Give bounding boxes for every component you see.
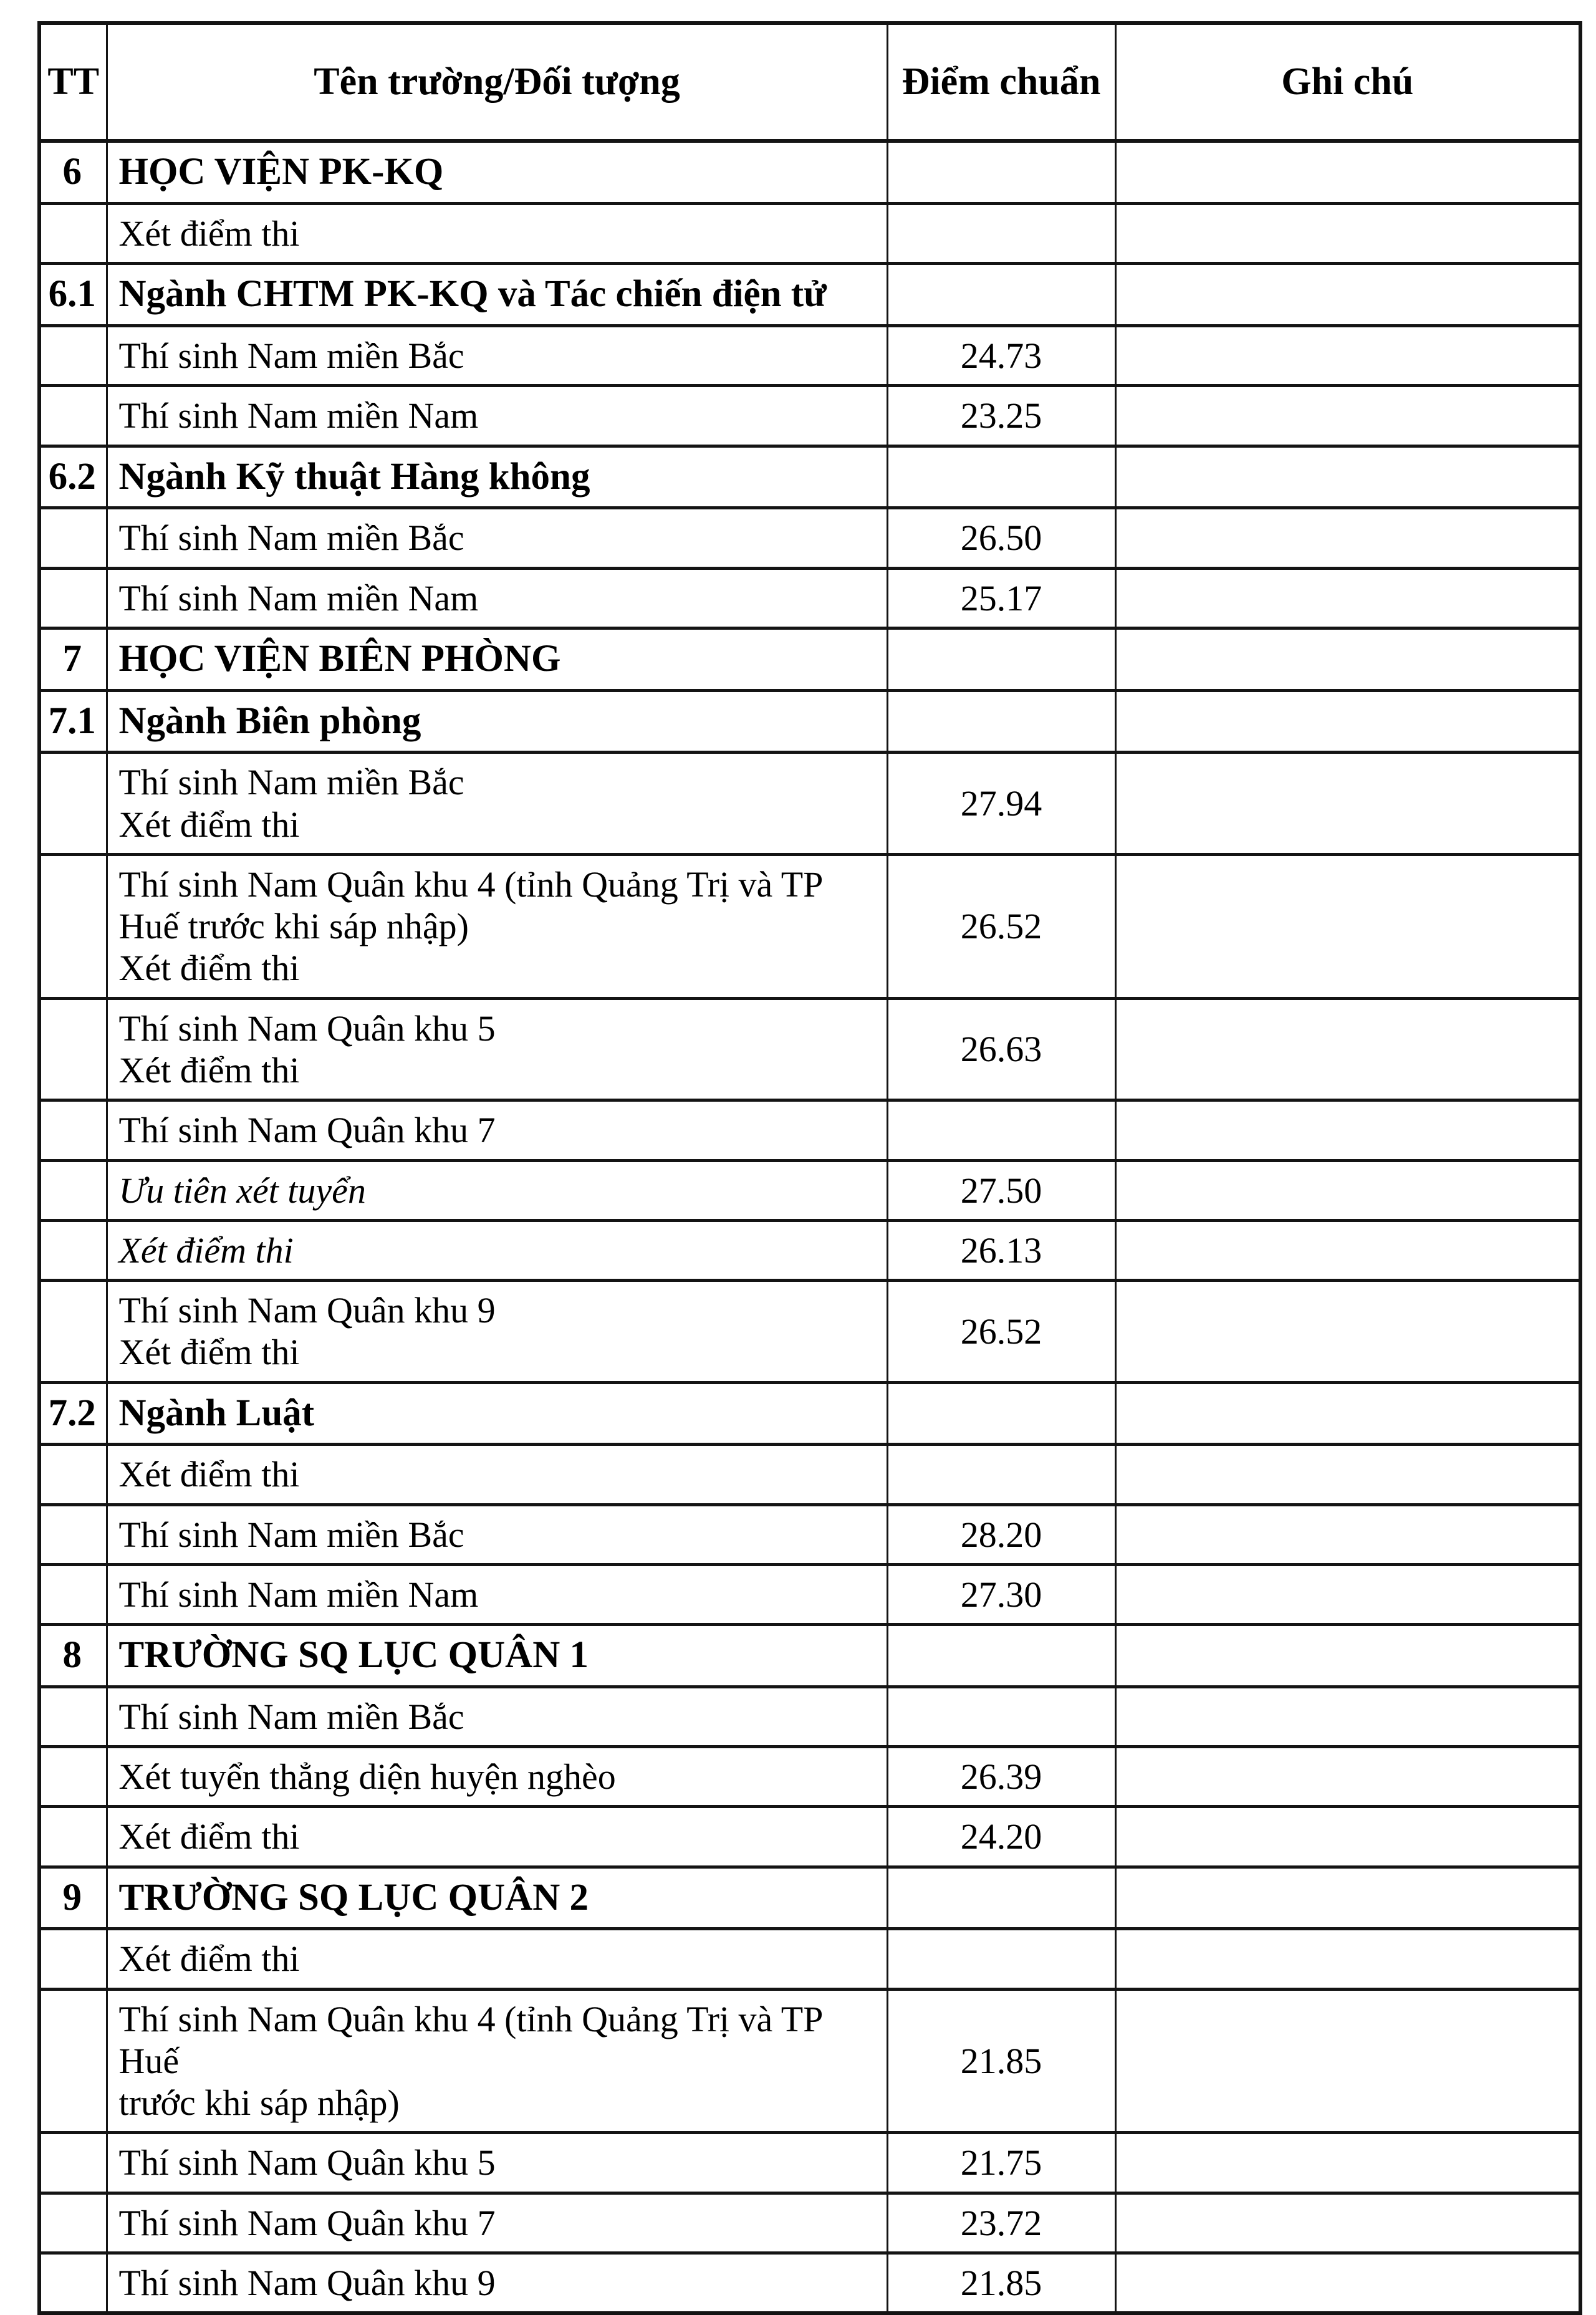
row-score-cell: 26.50 xyxy=(887,508,1115,568)
name-line: Thí sinh Nam Quân khu 9 xyxy=(118,1290,496,1331)
row-note-cell xyxy=(1115,2193,1580,2253)
row-score-cell: 27.30 xyxy=(887,1564,1115,1624)
name-line: Xét điểm thi xyxy=(118,1230,294,1271)
name-line: Thí sinh Nam miền Bắc xyxy=(118,1696,464,1737)
name-line: Thí sinh Nam miền Nam xyxy=(118,1574,479,1615)
name-line: HỌC VIỆN BIÊN PHÒNG xyxy=(118,637,561,680)
row-number-cell xyxy=(39,2253,107,2314)
row-note-cell xyxy=(1115,998,1580,1100)
row-name-cell xyxy=(107,2253,887,2314)
row-number-cell xyxy=(39,1807,107,1867)
row-name-cell xyxy=(107,854,887,998)
table-row xyxy=(39,1625,1580,1687)
row-number-cell: 7.1 xyxy=(39,690,107,753)
table-row xyxy=(39,1445,1580,1504)
row-number-cell xyxy=(39,2133,107,2193)
row-number-cell xyxy=(39,1747,107,1807)
row-number-cell xyxy=(39,508,107,568)
row-name-cell xyxy=(107,1281,887,1383)
row-score-cell xyxy=(887,141,1115,203)
row-score-cell xyxy=(887,1867,1115,1929)
row-name-cell xyxy=(107,1989,887,2133)
table-row xyxy=(39,1867,1580,1929)
row-number-cell: 6.2 xyxy=(39,446,107,508)
admission-scores-table xyxy=(37,21,1582,2315)
table-row xyxy=(39,1929,1580,1989)
name-line: Thí sinh Nam Quân khu 4 (tỉnh Quảng Trị và TP Huế xyxy=(118,1998,822,2081)
row-score-cell: 26.52 xyxy=(887,1281,1115,1383)
row-note-cell xyxy=(1115,386,1580,446)
row-name-cell xyxy=(107,998,887,1100)
row-number-cell xyxy=(39,386,107,446)
row-score-cell: 28.20 xyxy=(887,1504,1115,1564)
name-line: HỌC VIỆN PK-KQ xyxy=(118,151,444,193)
row-note-cell xyxy=(1115,1160,1580,1220)
row-score-cell xyxy=(887,1625,1115,1687)
row-name-cell xyxy=(107,386,887,446)
row-name-cell xyxy=(107,628,887,690)
table-row xyxy=(39,1747,1580,1807)
row-score-cell: 23.25 xyxy=(887,386,1115,446)
table-row xyxy=(39,204,1580,264)
row-score-cell: 21.85 xyxy=(887,1989,1115,2133)
header-cell-tt: TT xyxy=(39,23,107,141)
row-number-cell xyxy=(39,2193,107,2253)
name-line: Thí sinh Nam miền Bắc xyxy=(118,517,464,559)
name-line: Thí sinh Nam Quân khu 5 xyxy=(118,2142,496,2183)
table-row xyxy=(39,628,1580,690)
row-number-cell: 6.1 xyxy=(39,264,107,326)
row-note-cell xyxy=(1115,1747,1580,1807)
table-row xyxy=(39,141,1580,203)
row-number-cell xyxy=(39,854,107,998)
table-row xyxy=(39,998,1580,1100)
name-line: Xét điểm thi xyxy=(118,1454,300,1495)
table-row xyxy=(39,446,1580,508)
row-name-cell xyxy=(107,141,887,203)
row-name-cell xyxy=(107,508,887,568)
name-line: trước khi sáp nhập) xyxy=(118,2082,400,2124)
table-row xyxy=(39,264,1580,326)
row-note-cell xyxy=(1115,141,1580,203)
table-row xyxy=(39,508,1580,568)
row-note-cell xyxy=(1115,2253,1580,2314)
row-note-cell xyxy=(1115,1929,1580,1989)
row-score-cell: 27.50 xyxy=(887,1160,1115,1220)
row-score-cell xyxy=(887,1445,1115,1504)
row-name-cell xyxy=(107,204,887,264)
row-number-cell xyxy=(39,568,107,628)
row-note-cell xyxy=(1115,1504,1580,1564)
row-note-cell xyxy=(1115,1281,1580,1383)
table-row xyxy=(39,690,1580,753)
row-note-cell xyxy=(1115,854,1580,998)
row-number-cell xyxy=(39,753,107,855)
row-score-cell: 23.72 xyxy=(887,2193,1115,2253)
row-name-cell xyxy=(107,568,887,628)
name-line: Thí sinh Nam miền Bắc xyxy=(118,1514,464,1555)
name-line: Xét tuyển thẳng diện huyện nghèo xyxy=(118,1756,616,1798)
row-number-cell xyxy=(39,1929,107,1989)
row-number-cell: 9 xyxy=(39,1867,107,1929)
table-row xyxy=(39,1100,1580,1160)
name-line: Thí sinh Nam Quân khu 4 (tỉnh Quảng Trị và TP xyxy=(118,864,824,905)
table-row xyxy=(39,1807,1580,1867)
name-line: Thí sinh Nam miền Nam xyxy=(118,577,479,618)
row-name-cell xyxy=(107,753,887,855)
name-line: Xét điểm thi xyxy=(118,213,300,254)
table-row xyxy=(39,2133,1580,2193)
row-name-cell xyxy=(107,1625,887,1687)
header-row xyxy=(39,23,1580,141)
name-line: Thí sinh Nam Quân khu 7 xyxy=(118,1110,496,1151)
row-name-cell xyxy=(107,1445,887,1504)
name-line: Ngành Kỹ thuật Hàng không xyxy=(118,455,590,498)
row-note-cell xyxy=(1115,753,1580,855)
name-line: Ngành CHTM PK-KQ và Tác chiến điện tử xyxy=(118,273,827,315)
row-note-cell xyxy=(1115,2133,1580,2193)
row-number-cell xyxy=(39,1220,107,1280)
table-row xyxy=(39,1504,1580,1564)
name-line: Xét điểm thi xyxy=(118,1816,300,1857)
row-note-cell xyxy=(1115,568,1580,628)
name-line: Thí sinh Nam miền Bắc xyxy=(118,762,464,803)
row-note-cell xyxy=(1115,204,1580,264)
name-line: Thí sinh Nam miền Bắc xyxy=(118,335,464,377)
row-number-cell xyxy=(39,998,107,1100)
row-note-cell xyxy=(1115,690,1580,753)
row-name-cell xyxy=(107,1564,887,1624)
table-row xyxy=(39,326,1580,386)
name-line: TRƯỜNG SQ LỤC QUÂN 2 xyxy=(118,1876,589,1918)
row-name-cell xyxy=(107,1504,887,1564)
row-name-cell xyxy=(107,1807,887,1867)
row-note-cell xyxy=(1115,326,1580,386)
table-row xyxy=(39,1564,1580,1624)
row-number-cell xyxy=(39,1989,107,2133)
row-number-cell xyxy=(39,1160,107,1220)
name-line: Thí sinh Nam Quân khu 9 xyxy=(118,2263,496,2303)
row-score-cell: 21.75 xyxy=(887,2133,1115,2193)
row-note-cell xyxy=(1115,1220,1580,1280)
row-number-cell: 6 xyxy=(39,141,107,203)
row-number-cell: 8 xyxy=(39,1625,107,1687)
row-note-cell xyxy=(1115,1867,1580,1929)
row-name-cell xyxy=(107,326,887,386)
table-row xyxy=(39,2253,1580,2314)
row-note-cell xyxy=(1115,1382,1580,1445)
row-name-cell xyxy=(107,1929,887,1989)
row-note-cell xyxy=(1115,1625,1580,1687)
table-row xyxy=(39,1687,1580,1746)
row-name-cell xyxy=(107,1747,887,1807)
name-line: Thí sinh Nam miền Nam xyxy=(118,395,479,436)
row-score-cell xyxy=(887,1100,1115,1160)
name-line: Xét điểm thi xyxy=(118,804,300,845)
row-score-cell: 24.73 xyxy=(887,326,1115,386)
header-cell-name: Tên trường/Đối tượng xyxy=(107,23,887,141)
table-row xyxy=(39,753,1580,855)
row-note-cell xyxy=(1115,446,1580,508)
name-line: Ngành Biên phòng xyxy=(118,700,421,742)
row-score-cell xyxy=(887,628,1115,690)
row-score-cell xyxy=(887,1382,1115,1445)
row-number-cell xyxy=(39,1445,107,1504)
row-score-cell: 26.63 xyxy=(887,998,1115,1100)
row-note-cell xyxy=(1115,1989,1580,2133)
name-line: Xét điểm thi xyxy=(118,948,300,989)
table-row xyxy=(39,1160,1580,1220)
row-note-cell xyxy=(1115,1687,1580,1746)
row-score-cell xyxy=(887,264,1115,326)
row-name-cell xyxy=(107,1867,887,1929)
row-number-cell xyxy=(39,1504,107,1564)
row-number-cell xyxy=(39,1564,107,1624)
table-row xyxy=(39,1281,1580,1383)
row-name-cell xyxy=(107,1160,887,1220)
name-line: Xét điểm thi xyxy=(118,1938,300,1980)
row-score-cell: 25.17 xyxy=(887,568,1115,628)
row-name-cell xyxy=(107,2133,887,2193)
row-score-cell xyxy=(887,1687,1115,1746)
row-note-cell xyxy=(1115,1564,1580,1624)
header-cell-note: Ghi chú xyxy=(1115,23,1580,141)
table-row xyxy=(39,1382,1580,1445)
table-row xyxy=(39,1989,1580,2133)
row-score-cell xyxy=(887,1929,1115,1989)
name-line: Huế trước khi sáp nhập) xyxy=(118,906,469,947)
row-score-cell xyxy=(887,446,1115,508)
name-line: TRƯỜNG SQ LỤC QUÂN 1 xyxy=(118,1634,589,1677)
row-name-cell xyxy=(107,1382,887,1445)
table-body xyxy=(39,141,1580,2313)
name-line: Thí sinh Nam Quân khu 7 xyxy=(118,2202,496,2243)
row-name-cell xyxy=(107,1220,887,1280)
row-score-cell: 26.52 xyxy=(887,854,1115,998)
name-line: Ngành Luật xyxy=(118,1392,315,1434)
row-name-cell xyxy=(107,690,887,753)
row-name-cell xyxy=(107,2193,887,2253)
row-number-cell xyxy=(39,1687,107,1746)
row-score-cell: 24.20 xyxy=(887,1807,1115,1867)
table-row xyxy=(39,1220,1580,1280)
row-note-cell xyxy=(1115,1100,1580,1160)
name-line: Xét điểm thi xyxy=(118,1049,300,1090)
table-row xyxy=(39,386,1580,446)
row-number-cell: 7 xyxy=(39,628,107,690)
name-line: Ưu tiên xét tuyển xyxy=(118,1170,366,1211)
row-number-cell: 7.2 xyxy=(39,1382,107,1445)
row-note-cell xyxy=(1115,264,1580,326)
row-name-cell xyxy=(107,264,887,326)
row-note-cell xyxy=(1115,508,1580,568)
row-score-cell: 26.13 xyxy=(887,1220,1115,1280)
row-number-cell xyxy=(39,204,107,264)
row-note-cell xyxy=(1115,1807,1580,1867)
table-row xyxy=(39,854,1580,998)
row-number-cell xyxy=(39,326,107,386)
row-score-cell: 26.39 xyxy=(887,1747,1115,1807)
row-note-cell xyxy=(1115,1445,1580,1504)
row-number-cell xyxy=(39,1281,107,1383)
header-cell-score: Điểm chuẩn xyxy=(887,23,1115,141)
row-score-cell: 27.94 xyxy=(887,753,1115,855)
name-line: Thí sinh Nam Quân khu 5 xyxy=(118,1008,496,1049)
row-name-cell xyxy=(107,1100,887,1160)
row-score-cell xyxy=(887,204,1115,264)
row-name-cell xyxy=(107,1687,887,1746)
row-score-cell xyxy=(887,690,1115,753)
row-score-cell: 21.85 xyxy=(887,2253,1115,2314)
table-header xyxy=(39,23,1580,141)
row-note-cell xyxy=(1115,628,1580,690)
row-number-cell xyxy=(39,1100,107,1160)
table-row xyxy=(39,568,1580,628)
table-row xyxy=(39,2193,1580,2253)
name-line: Xét điểm thi xyxy=(118,1332,300,1373)
row-name-cell xyxy=(107,446,887,508)
